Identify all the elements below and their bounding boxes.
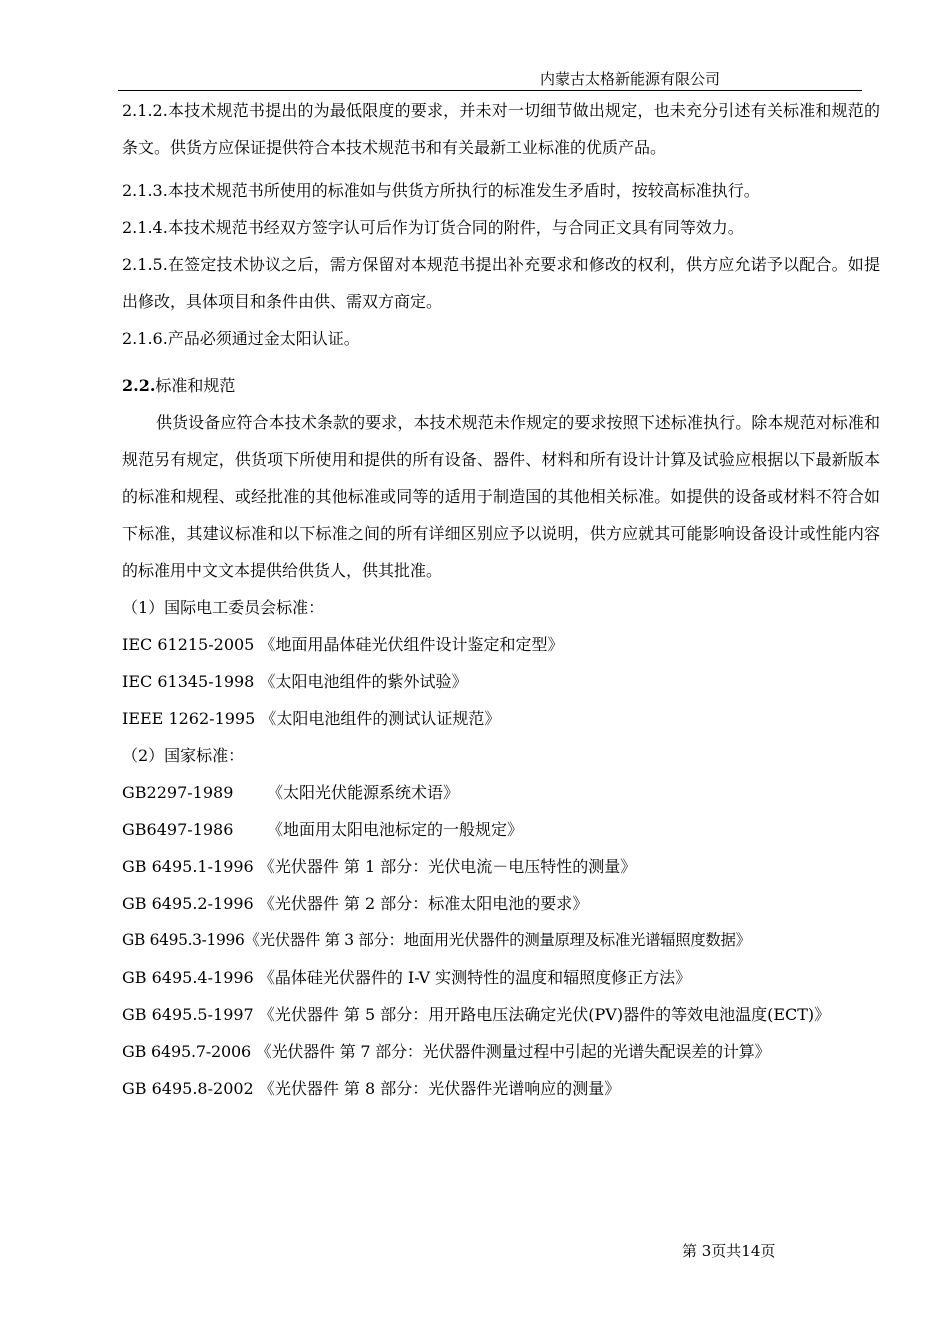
standard-code: GB 6495.2-1996 — [122, 894, 254, 913]
clause-2-1-5: 2.1.5.在签定技术协议之后，需方保留对本规范书提出补充要求和修改的权利，供方应允诺予以配合。如提出修改，具体项目和条件由供、需双方商定。 — [122, 255, 880, 311]
standard-item — [122, 1070, 880, 1107]
standard-code: GB 6495.7-2006 — [122, 1042, 251, 1061]
standard-code: GB 6495.5-1997 — [122, 1005, 254, 1024]
standard-title: 《太阳电池组件的紫外试验》 — [259, 672, 468, 691]
iec-standards-heading: （1）国际电工委员会标准： — [122, 598, 325, 617]
standard-item — [122, 959, 880, 996]
standard-code: IEC 61215-2005 — [122, 635, 255, 654]
standard-item — [122, 1033, 880, 1070]
iec-standards-list — [122, 626, 880, 737]
standard-code: GB2297-1989 — [122, 783, 234, 802]
standard-item — [122, 848, 880, 885]
gb-standards-list — [122, 774, 880, 1107]
standard-title: 《地面用太阳电池标定的一般规定》 — [267, 820, 524, 839]
standard-title: 《光伏器件 第 8 部分：光伏器件光谱响应的测量》 — [258, 1079, 621, 1098]
standard-code: GB 6495.3-1996 — [122, 931, 245, 949]
section-title: 标准和规范 — [155, 376, 236, 395]
standard-title: 《光伏器件 第 5 部分：用开路电压法确定光伏(PV)器件的等效电池温度(ECT)》 — [258, 1005, 831, 1024]
header-divider — [118, 90, 862, 91]
clause-2-1-2: 2.1.2.本技术规范书提出的为最低限度的要求，并未对一切细节做出规定，也未充分引述有关标准和规范的条文。供货方应保证提供符合本技术规范书和有关最新工业标准的优质产品。 — [122, 101, 880, 157]
standard-code: IEC 61345-1998 — [122, 672, 255, 691]
clause-2-1-6: 2.1.6.产品必须通过金太阳认证。 — [122, 329, 360, 348]
standard-item — [122, 885, 880, 922]
gb-standards-heading: （2）国家标准： — [122, 746, 245, 765]
standard-title: 《地面用晶体硅光伏组件设计鉴定和定型》 — [259, 635, 564, 654]
document-body — [122, 92, 880, 1107]
standard-item — [122, 996, 880, 1033]
standard-title: 《光伏器件 第 3 部分：地面用光伏器件的测量原理及标准光谱辐照度数据》 — [244, 931, 751, 949]
standard-code: IEEE 1262-1995 — [122, 709, 256, 728]
standard-code: GB 6495.4-1996 — [122, 968, 254, 987]
standard-code: GB 6495.8-2002 — [122, 1079, 254, 1098]
section-heading-2-2 — [122, 367, 880, 404]
standard-code: GB 6495.1-1996 — [122, 857, 254, 876]
section-number: 2.2. — [122, 376, 156, 395]
standard-item — [122, 811, 880, 848]
standard-item — [122, 663, 880, 700]
clause-2-1-3: 2.1.3.本技术规范书所使用的标准如与供货方所执行的标准发生矛盾时，按较高标准执行。 — [122, 181, 760, 200]
standard-title: 《太阳电池组件的测试认证规范》 — [260, 709, 501, 728]
clause-2-1-4: 2.1.4.本技术规范书经双方签字认可后作为订货合同的附件，与合同正文具有同等效力。 — [122, 218, 744, 237]
standard-title: 《光伏器件 第 1 部分：光伏电流－电压特性的测量》 — [258, 857, 637, 876]
page-number: 第 3页共14页 — [682, 1242, 776, 1260]
standard-item — [122, 922, 880, 959]
standard-code: GB6497-1986 — [122, 820, 234, 839]
standard-title: 《光伏器件 第 2 部分：标准太阳电池的要求》 — [258, 894, 589, 913]
standard-item — [122, 774, 880, 811]
standards-intro-paragraph: 供货设备应符合本技术条款的要求，本技术规范未作规定的要求按照下述标准执行。除本规范对标准和规范另有规定，供货项下所使用和提供的所有设备、器件、材料和所有设计计算及试验应根据以下最新版本的标准和规程、或经批准的其他标准或同等的适用于制造国的其他相关标准。如提供的设备或材料不符合如下标准，其建议标准和以下标准之间的所有详细区别应予以说明，供方应就其可能影响设备设计或性能内容的标准用中文文本提供给供货人，供其批准。 — [122, 413, 880, 580]
standard-title: 《晶体硅光伏器件的 I-V 实测特性的温度和辐照度修正方法》 — [258, 968, 692, 987]
standard-title: 《光伏器件 第 7 部分：光伏器件测量过程中引起的光谱失配误差的计算》 — [255, 1042, 771, 1061]
standard-item — [122, 700, 880, 737]
standard-item — [122, 626, 880, 663]
header-company-name: 内蒙古太格新能源有限公司 — [540, 70, 721, 88]
standard-title: 《太阳光伏能源系统术语》 — [267, 783, 460, 802]
